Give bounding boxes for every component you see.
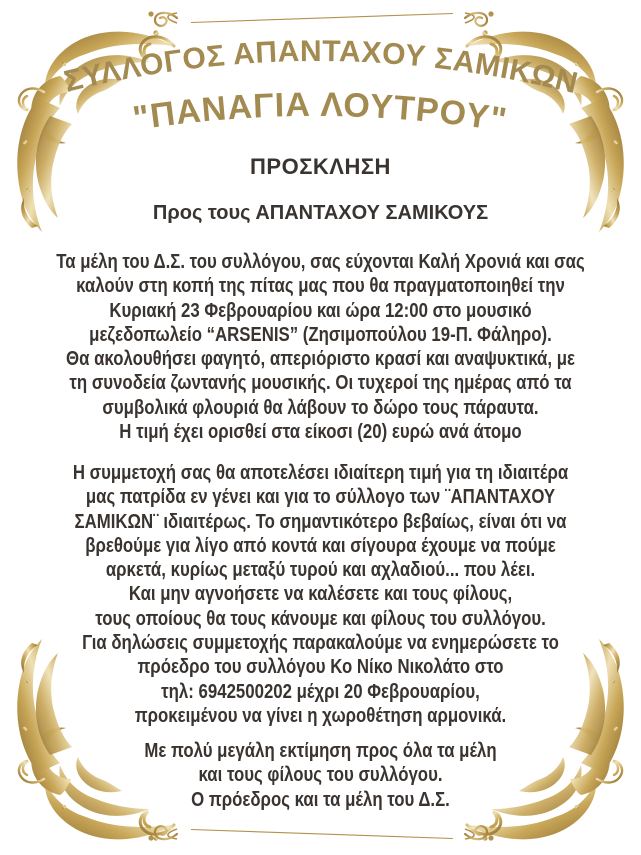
club-name-line2: "ΠΑΝΑΓΙΑ ΛΟΥΤΡΟΥ" bbox=[130, 85, 510, 140]
body-line: Τα μέλη του Δ.Σ. του συλλόγου, σας εύχονται Καλή Χρονιά και σας bbox=[56, 251, 585, 273]
body-line: καλούν στη κοπή της πίτας μας που θα πραγματοποιηθεί την bbox=[76, 275, 565, 298]
closing-line: Με πολύ μεγάλη εκτίμηση προς όλα τα μέλη bbox=[144, 740, 497, 762]
closing-line: και τους φίλους του συλλόγου. bbox=[198, 764, 443, 787]
paragraph-details bbox=[51, 250, 589, 444]
body-line: μας πατρίδα εν γένει και για το σύλλογο των ¨ΑΠΑΝΤΑΧΟΥ bbox=[85, 486, 556, 509]
body-line: Κυριακή 23 Φεβρουαρίου και ώρα 12:00 στο μουσικό bbox=[109, 299, 532, 322]
body-line: αρκετά, κυρίως μεταξύ τυρού και αχλαδιού... που λέει. bbox=[105, 559, 536, 582]
body-line: τη συνοδεία ζωντανής μουσικής. Οι τυχεροί της ημέρας από τα bbox=[69, 372, 572, 395]
addressee-line: Προς τους ΑΠΑΝΤΑΧΟΥ ΣΑΜΙΚΟΥΣ bbox=[152, 202, 489, 224]
body-line: ΣΑΜΙΚΩΝ¨ ιδιαιτέρως. Το σημαντικότερο βεβαίως, είναι ότι να bbox=[74, 510, 567, 533]
closing-line: Ο πρόεδρος και τα μέλη του Δ.Σ. bbox=[191, 788, 450, 811]
paragraph-participation bbox=[51, 461, 589, 728]
club-name-arc bbox=[0, 8, 641, 168]
body-line: Για δηλώσεις συμμετοχής παρακαλούμε να ενημερώσετε το bbox=[82, 632, 559, 655]
body-line: Η τιμή έχει ορισθεί στα είκοσι (20) ευρώ ανά άτομο bbox=[119, 421, 522, 444]
body-line: Η συμμετοχή σας θα αποτελέσει ιδιαίτερη τιμή για τη ιδιαιτέρα bbox=[72, 462, 569, 484]
ornamental-rule-bottom-icon bbox=[145, 818, 497, 848]
body-line: Θα ακολουθήσει φαγητό, απεριόριστο κρασί και αναψυκτικά, με bbox=[66, 348, 575, 371]
club-name-line1: ΣΥΛΛΟΓΟΣ ΑΠΑΝΤΑΧΟΥ ΣΑΜΙΚΩΝ bbox=[60, 34, 582, 101]
body-line: συμβολικά φλουριά θα λάβουν το δώρο τους πάραυτα. bbox=[102, 396, 539, 419]
body-line: τους οποίους θα τους κάνουμε και φίλους του συλλόγου. bbox=[95, 607, 546, 630]
body-line: προκειμένου να γίνει η χωροθέτηση αρμονικά. bbox=[134, 704, 507, 727]
body-line: μεζεδοπωλείο “ARSENIS” (Ζησιμοπούλου 19-Π. Φάληρο). bbox=[89, 323, 552, 346]
body-line: τηλ: 6942500202 μέχρι 20 Φεβρουαρίου, bbox=[161, 680, 480, 703]
invitation-heading: ΠΡΟΣΚΛΗΣΗ bbox=[250, 154, 391, 179]
body-line: πρόεδρο του συλλόγου Κο Νίκο Νικολάτο στο bbox=[137, 656, 504, 679]
body-line: βρεθούμε για λίγο από κοντά και σίγουρα έχουμε να πούμε bbox=[85, 534, 556, 557]
body-line: Και μην αγνοήσετε να καλέσετε και τους φίλους, bbox=[128, 583, 513, 606]
closing-paragraph bbox=[51, 739, 589, 812]
